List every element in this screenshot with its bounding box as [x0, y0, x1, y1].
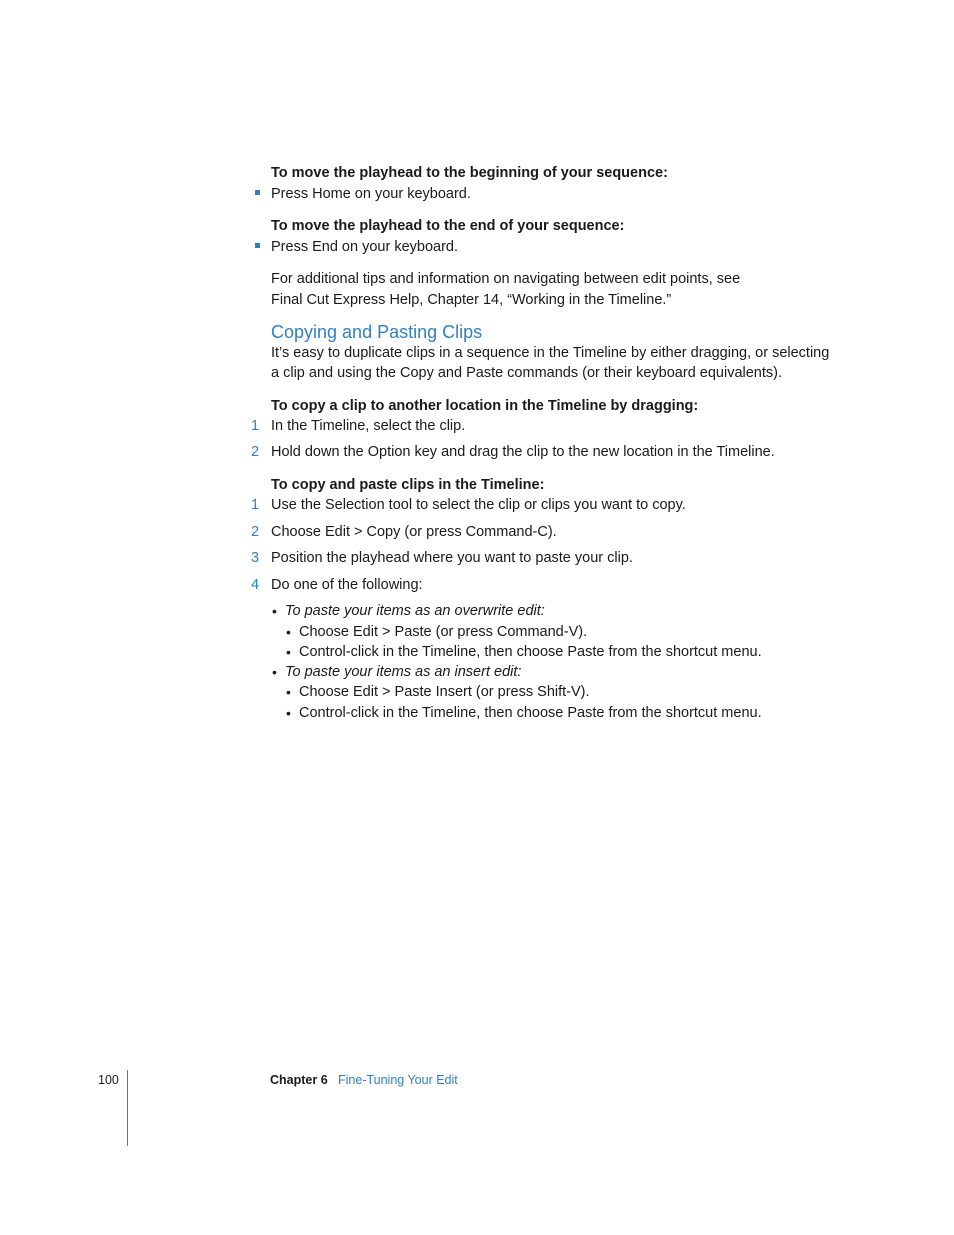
list-item: Press Home on your keyboard. — [271, 186, 471, 202]
step-text: Position the playhead where you want to paste your clip. — [271, 550, 633, 566]
step-number: 3 — [250, 550, 260, 566]
bullet-dot-icon: • — [286, 644, 291, 660]
note-line-1: For additional tips and information on navigating between edit points, see — [271, 271, 741, 287]
bullet-square-icon — [255, 243, 260, 248]
footer-chapter: Chapter 6 — [270, 1073, 328, 1087]
page-number: 100 — [98, 1073, 119, 1087]
step-text: Choose Edit > Copy (or press Command-C). — [271, 524, 557, 540]
step-text: Use the Selection tool to select the clip or clips you want to copy. — [271, 497, 686, 513]
option-label: To paste your items as an insert edit: — [285, 664, 522, 680]
task-heading-end: To move the playhead to the end of your sequence: — [271, 218, 625, 234]
step-number: 1 — [250, 497, 260, 513]
step-number: 2 — [250, 444, 260, 460]
step-text: In the Timeline, select the clip. — [271, 418, 466, 434]
footer-chapter-title[interactable]: Fine-Tuning Your Edit — [338, 1073, 458, 1087]
list-item: Choose Edit > Paste Insert (or press Shift-V). — [299, 684, 590, 700]
bullet-dot-icon: • — [272, 664, 277, 680]
bullet-square-icon — [255, 190, 260, 195]
list-item: Press End on your keyboard. — [271, 239, 458, 255]
note-line-2: Final Cut Express Help, Chapter 14, “Working in the Timeline.” — [271, 292, 672, 308]
bullet-dot-icon: • — [286, 705, 291, 721]
step-text: Do one of the following: — [271, 577, 423, 593]
step-text: Hold down the Option key and drag the clip to the new location in the Timeline. — [271, 444, 775, 460]
list-item: Control-click in the Timeline, then choose Paste from the shortcut menu. — [299, 705, 762, 721]
list-item: Control-click in the Timeline, then choose Paste from the shortcut menu. — [299, 644, 762, 660]
task-heading-beginning: To move the playhead to the beginning of your sequence: — [271, 165, 668, 181]
bullet-dot-icon: • — [286, 684, 291, 700]
section-title: Copying and Pasting Clips — [271, 322, 483, 342]
bullet-dot-icon: • — [272, 603, 277, 619]
step-number: 2 — [250, 524, 260, 540]
bullet-dot-icon: • — [286, 624, 291, 640]
task-heading-drag: To copy a clip to another location in the Timeline by dragging: — [271, 398, 699, 414]
option-label: To paste your items as an overwrite edit: — [285, 603, 545, 619]
step-number: 1 — [250, 418, 260, 434]
step-number: 4 — [250, 577, 260, 593]
footer-divider — [127, 1070, 128, 1146]
task-heading-paste: To copy and paste clips in the Timeline: — [271, 477, 545, 493]
intro-line-1: It’s easy to duplicate clips in a sequence in the Timeline by either dragging, or selecting — [271, 345, 830, 361]
list-item: Choose Edit > Paste (or press Command-V). — [299, 624, 588, 640]
intro-line-2: a clip and using the Copy and Paste commands (or their keyboard equivalents). — [271, 365, 783, 381]
